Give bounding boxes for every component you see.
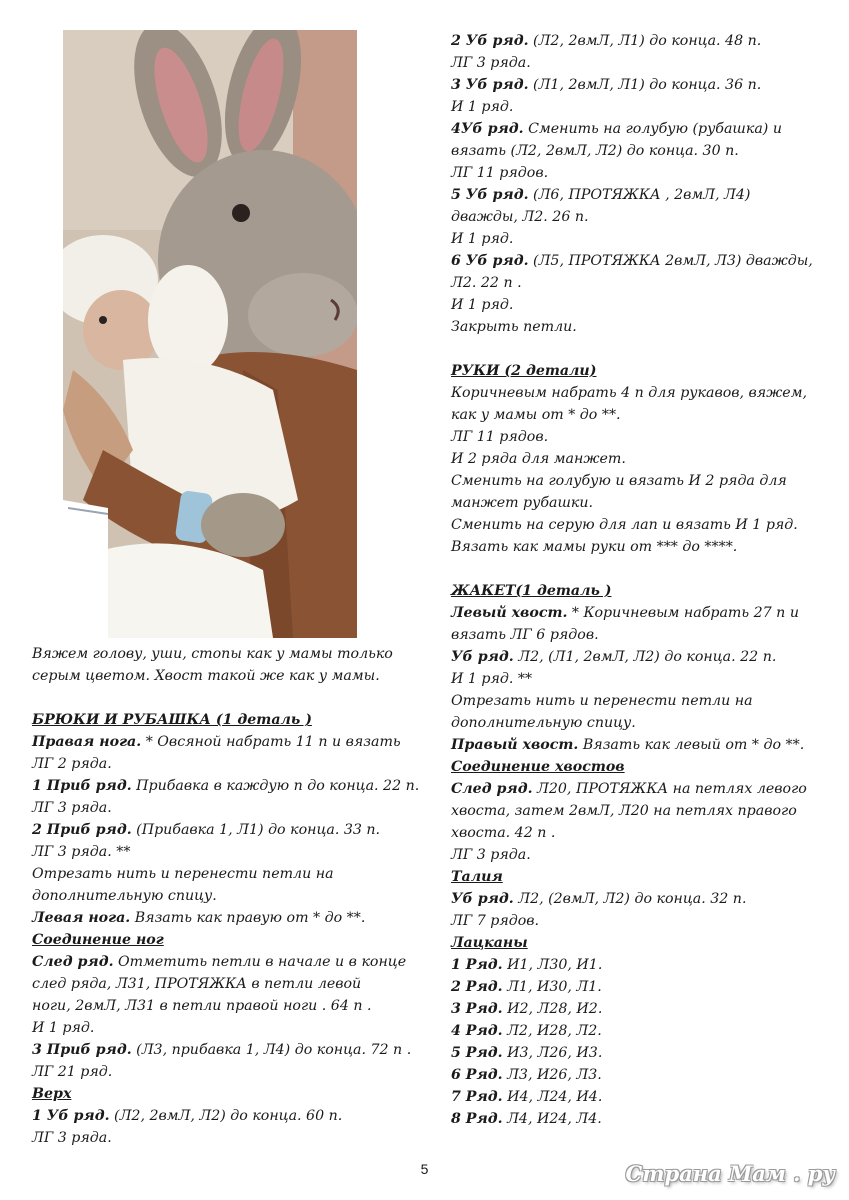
instruction-text: И 1 ряд. — [32, 1020, 95, 1036]
instruction-line — [451, 668, 831, 690]
instruction-label: 1 Уб ряд. — [32, 1108, 110, 1124]
instruction-line — [32, 1127, 412, 1149]
instruction-line — [451, 910, 831, 932]
instruction-text: ЛГ 3 ряда. — [32, 1130, 112, 1146]
instruction-text: (Л6, ПРОТЯЖКА , 2вмЛ, Л4) — [528, 187, 751, 203]
instruction-label: 7 Ряд. — [451, 1089, 503, 1105]
instruction-label: Соединение ног — [32, 932, 164, 948]
instruction-line — [32, 863, 412, 885]
instruction-line: Сменить на серую для лап и вязать И 1 ряд. — [451, 517, 798, 533]
instruction-text: ЛГ 3 ряда. — [451, 55, 531, 71]
instruction-text: Вязать как левый от * до **. — [578, 737, 805, 753]
instruction-label: 2 Ряд. — [451, 979, 503, 995]
instruction-label: 6 Ряд. — [451, 1067, 503, 1083]
instruction-text: хвоста, затем 2вмЛ, Л20 на петлях правого — [451, 803, 797, 819]
instruction-text: Закрыть петли. — [451, 319, 577, 335]
instruction-line — [32, 819, 412, 841]
instruction-line — [451, 602, 831, 624]
instruction-line — [451, 1042, 831, 1064]
instruction-line — [451, 30, 831, 52]
instruction-line — [32, 885, 412, 907]
instruction-line — [451, 118, 831, 140]
instruction-line: Коричневым набрать 4 п для рукавов, вяжем, — [451, 385, 807, 401]
instruction-line — [451, 1064, 831, 1086]
section-title-arms: РУКИ (2 детали) — [451, 363, 597, 379]
instruction-label: 5 Уб ряд. — [451, 187, 529, 203]
instruction-line — [451, 316, 831, 338]
instruction-label: Лацканы — [451, 935, 528, 951]
instruction-text: ноги, 2вмЛ, Л31 в петли правой ноги . 64 п . — [32, 998, 372, 1014]
instruction-line — [32, 1061, 412, 1083]
instruction-text: И 1 ряд. — [451, 231, 514, 247]
instruction-line — [451, 866, 831, 888]
instruction-line — [32, 1017, 412, 1039]
instruction-line — [451, 162, 831, 184]
instruction-text: И3, Л26, И3. — [502, 1045, 603, 1061]
instruction-text: ЛГ 3 ряда. — [32, 800, 112, 816]
knitted-bunny-photo — [63, 30, 357, 638]
instruction-text: Л1, И30, Л1. — [502, 979, 602, 995]
instruction-line — [451, 228, 831, 250]
instruction-text: Л20, ПРОТЯЖКА на петлях левого — [532, 781, 807, 797]
instruction-label: След ряд. — [32, 954, 114, 970]
instruction-line — [451, 998, 831, 1020]
instruction-text: ЛГ 3 ряда. — [451, 847, 531, 863]
instruction-line — [32, 1083, 412, 1105]
instruction-text: вязать (Л2, 2вмЛ, Л2) до конца. 30 п. — [451, 143, 739, 159]
instruction-text: Сменить на голубую (рубашка) и — [523, 121, 782, 137]
section-title-jacket: ЖАКЕТ(1 деталь ) — [451, 583, 612, 599]
instruction-line — [32, 951, 412, 973]
instruction-label: 3 Приб ряд. — [32, 1042, 132, 1058]
instruction-text: Отметить петли в начале и в конце — [113, 954, 407, 970]
instruction-text: хвоста. 42 п . — [451, 825, 556, 841]
instruction-label: Верх — [32, 1086, 72, 1102]
instruction-label: 8 Ряд. — [451, 1111, 503, 1127]
instruction-text: Л2. 22 п . — [451, 275, 522, 291]
instruction-line: И 2 ряда для манжет. — [451, 451, 626, 467]
instruction-label: 3 Уб ряд. — [451, 77, 529, 93]
instruction-line — [451, 646, 831, 668]
instruction-line — [32, 929, 412, 951]
instruction-line — [451, 800, 831, 822]
instruction-line — [451, 74, 831, 96]
instruction-line — [451, 932, 831, 954]
intro-line: Вяжем голову, уши, стопы как у мамы только — [32, 646, 393, 662]
instruction-line — [451, 96, 831, 118]
right-text-column — [451, 30, 831, 1130]
instruction-text: Л3, И26, Л3. — [502, 1067, 602, 1083]
instruction-text: ЛГ 7 рядов. — [451, 913, 540, 929]
instruction-label: 2 Уб ряд. — [451, 33, 529, 49]
instruction-label: 4Уб ряд. — [451, 121, 524, 137]
instruction-text: (Прибавка 1, Л1) до конца. 33 п. — [131, 822, 381, 838]
instruction-label: Правый хвост. — [451, 737, 579, 753]
instruction-line — [32, 731, 412, 753]
instruction-line — [32, 1105, 412, 1127]
site-watermark-logo: Страна Мам . ру — [625, 1161, 835, 1186]
instruction-label: Левый хвост. — [451, 605, 568, 621]
section-title-trousers: БРЮКИ И РУБАШКА (1 деталь ) — [32, 712, 312, 728]
page-number: 5 — [420, 1161, 429, 1177]
instruction-line — [451, 888, 831, 910]
instruction-label: 2 Приб ряд. — [32, 822, 132, 838]
instruction-label: 6 Уб ряд. — [451, 253, 529, 269]
instruction-line — [32, 973, 412, 995]
instruction-text: дважды, Л2. 26 п. — [451, 209, 589, 225]
instruction-label: 5 Ряд. — [451, 1045, 503, 1061]
instruction-text: И4, Л24, И4. — [502, 1089, 603, 1105]
instruction-text: (Л3, прибавка 1, Л4) до конца. 72 п . — [131, 1042, 412, 1058]
instruction-line — [451, 624, 831, 646]
instruction-line — [451, 976, 831, 998]
instruction-line — [451, 272, 831, 294]
instruction-text: И2, Л28, И2. — [502, 1001, 603, 1017]
instruction-text: Вязать как правую от * до **. — [130, 910, 366, 926]
instruction-line — [451, 140, 831, 162]
instruction-line — [451, 778, 831, 800]
instruction-label: 3 Ряд. — [451, 1001, 503, 1017]
instruction-line — [451, 52, 831, 74]
instruction-line — [32, 995, 412, 1017]
instruction-text: Отрезать нить и перенести петли на — [32, 866, 334, 882]
instruction-line — [32, 775, 420, 797]
instruction-line — [451, 250, 831, 272]
instruction-text: вязать ЛГ 6 рядов. — [451, 627, 599, 643]
intro-line: серым цветом. Хвост такой же как у мамы. — [32, 668, 380, 684]
instruction-line — [451, 206, 831, 228]
instruction-label: Правая нога. — [32, 734, 142, 750]
instruction-text: И 1 ряд. ** — [451, 671, 533, 687]
instruction-line — [451, 294, 831, 316]
instruction-line: манжет рубашки. — [451, 495, 594, 511]
instruction-text: (Л2, 2вмЛ, Л1) до конца. 48 п. — [528, 33, 762, 49]
instruction-text: * Коричневым набрать 27 п и — [567, 605, 799, 621]
left-text-column — [32, 643, 420, 1149]
instruction-line: Сменить на голубую и вязать И 2 ряда для — [451, 473, 787, 489]
instruction-line — [32, 797, 412, 819]
instruction-label: 1 Ряд. — [451, 957, 503, 973]
instruction-label: Уб ряд. — [451, 891, 514, 907]
instruction-line — [451, 822, 831, 844]
instruction-text: ЛГ 11 рядов. — [451, 165, 549, 181]
instruction-line: Вязать как мамы руки от *** до ****. — [451, 539, 738, 555]
instruction-text: И 1 ряд. — [451, 99, 514, 115]
instruction-label: Уб ряд. — [451, 649, 514, 665]
instruction-label: 4 Ряд. — [451, 1023, 503, 1039]
instruction-line: как у мамы от * до **. — [451, 407, 621, 423]
instruction-label: Талия — [451, 869, 503, 885]
instruction-text: Л2, (Л1, 2вмЛ, Л2) до конца. 22 п. — [513, 649, 777, 665]
instruction-line — [32, 753, 412, 775]
instruction-label: 1 Приб ряд. — [32, 778, 132, 794]
instruction-line — [32, 841, 412, 863]
instruction-line — [451, 1086, 831, 1108]
instruction-line — [451, 844, 831, 866]
instruction-line — [451, 734, 831, 756]
instruction-text: Отрезать нить и перенести петли на — [451, 693, 753, 709]
instruction-text: ЛГ 21 ряд. — [32, 1064, 113, 1080]
instruction-line — [32, 1039, 412, 1061]
instruction-text: (Л1, 2вмЛ, Л1) до конца. 36 п. — [528, 77, 762, 93]
instruction-line — [451, 690, 831, 712]
instruction-text: ЛГ 2 ряда. — [32, 756, 112, 772]
instruction-line — [451, 712, 831, 734]
instruction-line — [451, 954, 831, 976]
instruction-line — [451, 1108, 831, 1130]
instruction-text: И1, Л30, И1. — [502, 957, 603, 973]
instruction-text: след ряда, Л31, ПРОТЯЖКА в петли левой — [32, 976, 362, 992]
instruction-line — [32, 907, 412, 929]
instruction-text: * Овсяной набрать 11 п и вязать — [141, 734, 401, 750]
instruction-text: дополнительную спицу. — [32, 888, 217, 904]
instruction-line — [451, 184, 831, 206]
instruction-label: След ряд. — [451, 781, 533, 797]
instruction-text: (Л2, 2вмЛ, Л2) до конца. 60 п. — [109, 1108, 343, 1124]
instruction-text: И 1 ряд. — [451, 297, 514, 313]
instruction-text: Л2, (2вмЛ, Л2) до конца. 32 п. — [513, 891, 747, 907]
instruction-line: ЛГ 11 рядов. — [451, 429, 549, 445]
instruction-text: дополнительную спицу. — [451, 715, 636, 731]
instruction-label: Левая нога. — [32, 910, 131, 926]
instruction-text: (Л5, ПРОТЯЖКА 2вмЛ, Л3) дважды, — [528, 253, 813, 269]
instruction-text: ЛГ 3 ряда. ** — [32, 844, 131, 860]
instruction-line — [451, 1020, 831, 1042]
instruction-text: Л2, И28, Л2. — [502, 1023, 602, 1039]
instruction-line — [451, 756, 831, 778]
instruction-text: Прибавка в каждую п до конца. 22 п. — [131, 778, 420, 794]
instruction-label: Соединение хвостов — [451, 759, 625, 775]
instruction-text: Л4, И24, Л4. — [502, 1111, 602, 1127]
